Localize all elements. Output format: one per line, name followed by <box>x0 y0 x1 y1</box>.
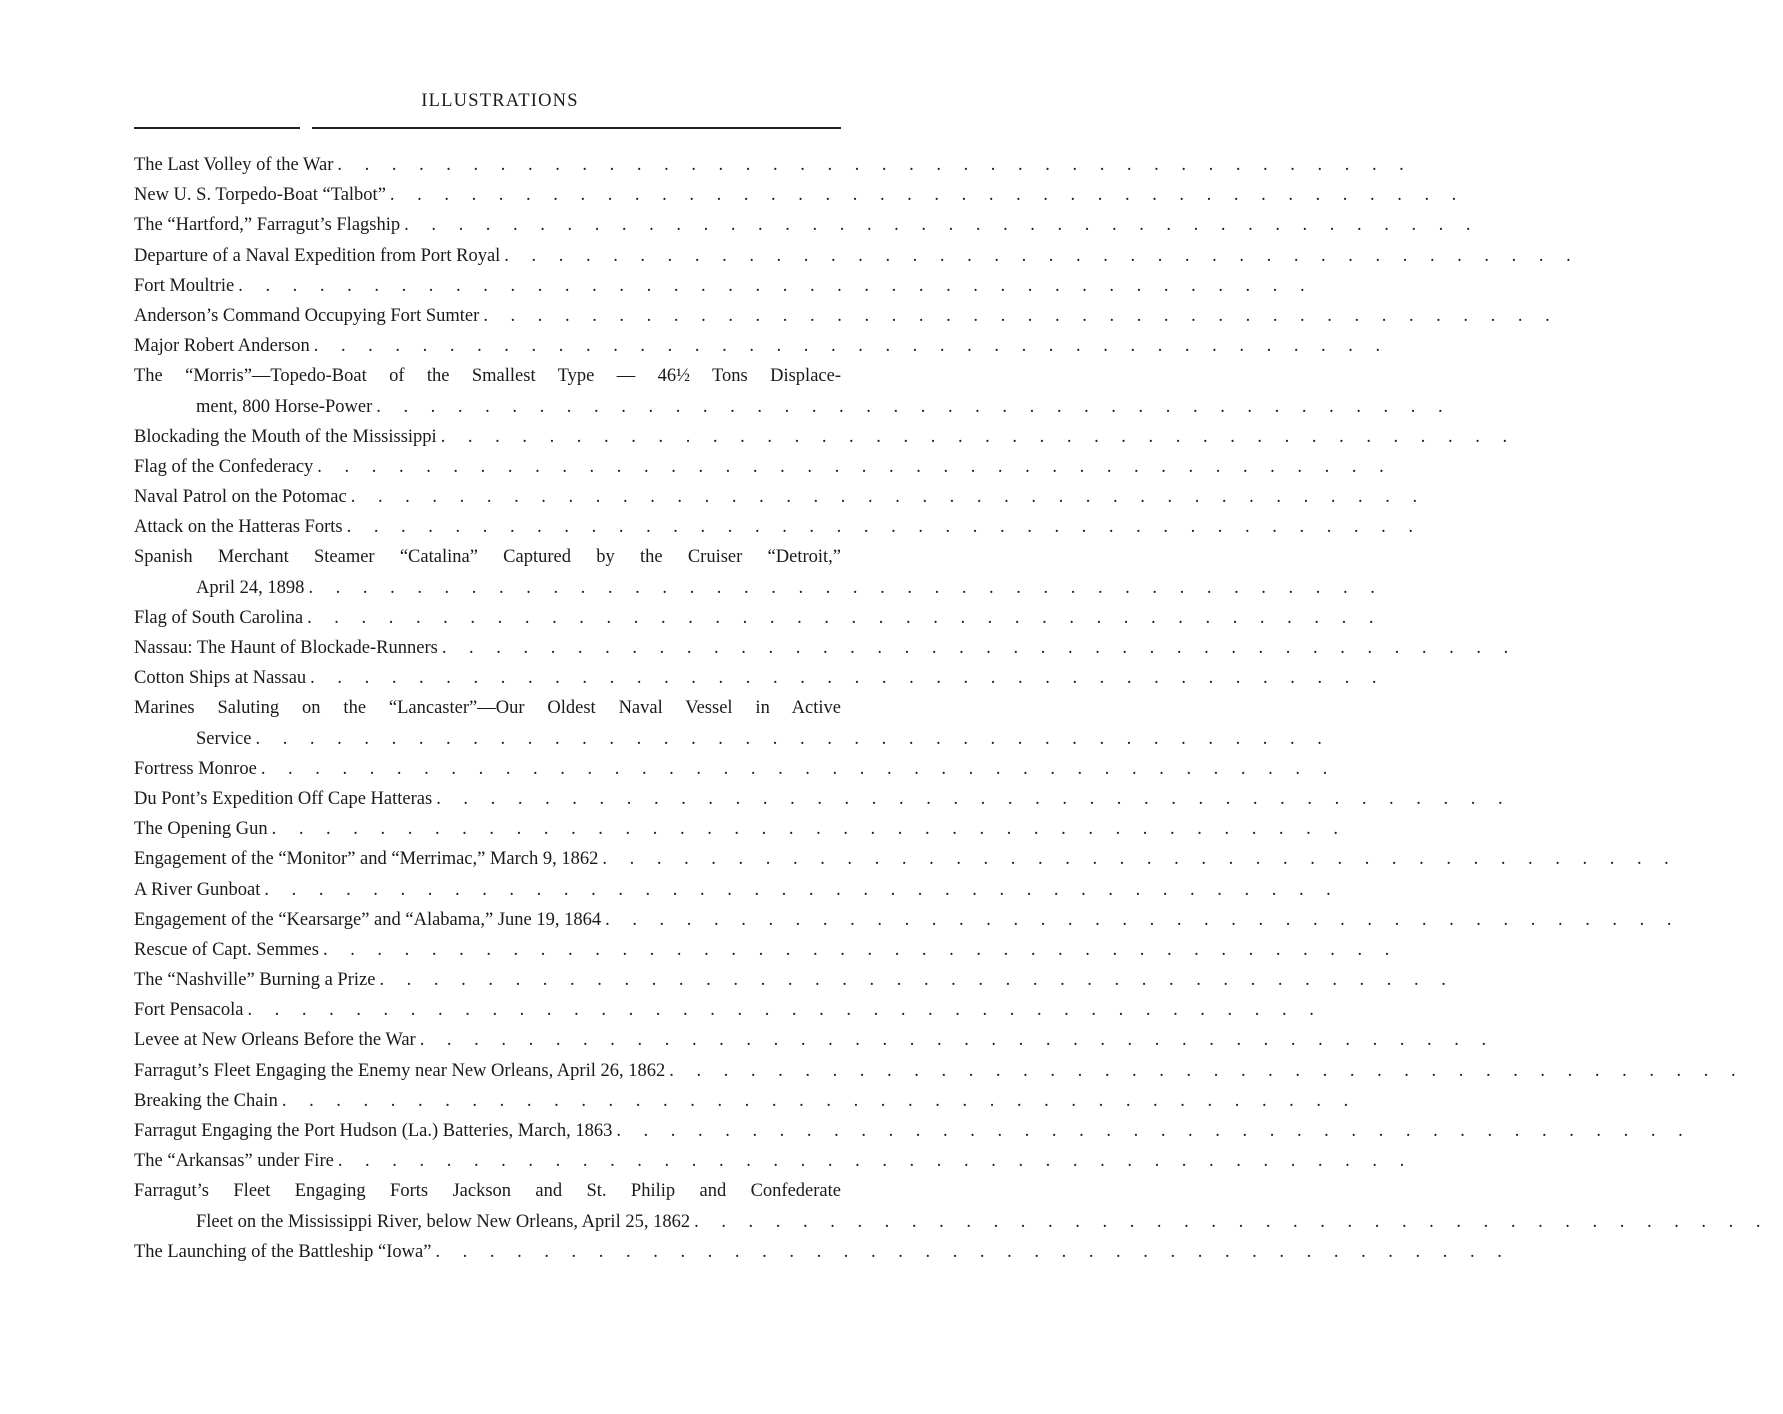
dot-leader: ........................................ <box>337 1151 1427 1172</box>
dot-leader: ........................................ <box>605 909 1695 930</box>
entry-title: Departure of a Naval Expedition from Port Royal <box>134 245 501 266</box>
entry-title: Farragut’s Fleet Engaging the Enemy near New Orleans, April 26, 1862 <box>134 1060 666 1081</box>
dot-leader: ........................................ <box>602 849 1692 870</box>
dot-leader: ........................................ <box>346 517 1436 538</box>
list-item <box>134 633 1531 663</box>
dot-leader: ........................................ <box>322 939 1412 960</box>
page-heading: ILLUSTRATIONS <box>421 91 579 111</box>
list-item <box>134 331 1403 361</box>
entry-continuation: ment, 800 Horse-Power <box>196 396 373 417</box>
entry-continuation-row <box>134 724 1345 754</box>
entry-title: The Launching of the Battleship “Iowa” <box>134 1241 432 1262</box>
entry-continuation: Fleet on the Mississippi River, below New Orleans, April 25, 1862 <box>196 1211 691 1232</box>
dot-leader: ........................................ <box>441 638 1531 659</box>
list-item <box>134 603 1397 633</box>
dot-leader: ........................................ <box>483 305 1573 326</box>
list-item <box>134 361 1466 421</box>
dot-leader: ........................................ <box>694 1211 1783 1232</box>
entry-title: The “Morris”—Topedo-Boat of the Smallest Type — 46½ Tons Displace- <box>134 366 841 387</box>
dot-leader: ........................................ <box>247 1000 1337 1021</box>
dot-leader: ........................................ <box>419 1030 1509 1051</box>
entry-continuation-row <box>134 1207 1783 1237</box>
entry-title: Naval Patrol on the Potomac <box>134 487 347 508</box>
entry-title: Cotton Ships at Nassau <box>134 668 307 689</box>
dot-leader: ........................................ <box>271 819 1361 840</box>
entry-title: The “Nashville” Burning a Prize <box>134 970 376 991</box>
dot-leader: ........................................ <box>281 1090 1371 1111</box>
entry-title: Attack on the Hatteras Forts <box>134 517 343 538</box>
entry-title: New U. S. Torpedo-Boat “Talbot” <box>134 185 386 206</box>
entry-title: Fort Moultrie <box>134 275 235 296</box>
list-item <box>134 693 1345 753</box>
dot-leader: ........................................ <box>264 879 1354 900</box>
list-item <box>134 452 1407 482</box>
list-item <box>134 301 1573 331</box>
list-item <box>134 150 1427 180</box>
list-item <box>134 754 1350 784</box>
entry-title: Major Robert Anderson <box>134 336 310 357</box>
dot-leader: ........................................ <box>616 1121 1706 1142</box>
entry-title: Rescue of Capt. Semmes <box>134 939 319 960</box>
list-item <box>134 784 1526 814</box>
entry-title: Spanish Merchant Steamer “Catalina” Captured by the Cruiser “Detroit,” <box>134 547 841 568</box>
dot-leader: ........................................ <box>350 487 1440 508</box>
dot-leader: ........................................ <box>379 970 1469 991</box>
list-item <box>134 1056 1759 1086</box>
dot-leader: ........................................ <box>255 728 1345 749</box>
entry-title: Fort Pensacola <box>134 1000 244 1021</box>
dot-leader: ........................................ <box>435 1241 1525 1262</box>
illustrations-list <box>134 150 1783 1267</box>
list-item <box>134 1146 1427 1176</box>
dot-leader: ........................................ <box>337 155 1427 175</box>
heading-rule <box>134 127 841 129</box>
dot-leader: ........................................ <box>389 185 1479 206</box>
dot-leader: ........................................ <box>376 396 1466 417</box>
entry-title: Du Pont’s Expedition Off Cape Hatteras <box>134 788 433 809</box>
entry-title: The “Arkansas” under Fire <box>134 1151 334 1172</box>
list-item <box>134 1237 1525 1267</box>
list-item <box>134 210 1494 240</box>
dot-leader: ........................................ <box>238 275 1328 296</box>
entry-title: Blockading the Mouth of the Mississippi <box>134 426 437 447</box>
list-item <box>134 965 1469 995</box>
dot-leader: ........................................ <box>308 577 1398 598</box>
entry-title: Flag of South Carolina <box>134 607 304 628</box>
list-item <box>134 875 1354 905</box>
list-item <box>134 663 1400 693</box>
entry-title: Marines Saluting on the “Lancaster”—Our Oldest Naval Vessel in Active <box>134 698 841 719</box>
entry-continuation: April 24, 1898 <box>196 577 305 598</box>
entry-title: The Last Volley of the War <box>134 155 334 175</box>
dot-leader: ........................................ <box>317 456 1407 477</box>
list-item <box>134 1086 1371 1116</box>
list-item <box>134 241 1594 271</box>
list-item <box>134 482 1440 512</box>
entry-title: Engagement of the “Kearsarge” and “Alabama,” June 19, 1864 <box>134 909 602 930</box>
list-item <box>134 1025 1509 1055</box>
entry-continuation-row <box>134 392 1466 422</box>
dot-leader: ........................................ <box>404 215 1494 236</box>
list-item <box>134 1116 1706 1146</box>
dot-leader: ........................................ <box>313 336 1403 357</box>
list-item <box>134 935 1412 965</box>
dot-leader: ........................................ <box>440 426 1530 447</box>
list-item <box>134 814 1361 844</box>
dot-leader: ........................................ <box>504 245 1594 266</box>
dot-leader: ........................................ <box>260 758 1350 779</box>
entry-continuation-row <box>134 573 1398 603</box>
entry-title: Levee at New Orleans Before the War <box>134 1030 416 1051</box>
list-item <box>134 512 1436 542</box>
dot-leader: ........................................ <box>310 668 1400 689</box>
list-item <box>134 271 1328 301</box>
list-item <box>134 542 1398 602</box>
dot-leader: ........................................ <box>669 1060 1759 1081</box>
entry-continuation: Service <box>196 728 252 749</box>
dot-leader: ........................................ <box>307 607 1397 628</box>
entry-title: The Opening Gun <box>134 819 268 840</box>
entry-title: Nassau: The Haunt of Blockade-Runners <box>134 638 438 659</box>
entry-title: Fortress Monroe <box>134 758 257 779</box>
list-item <box>134 844 1692 874</box>
list-item <box>134 905 1695 935</box>
entry-title: Farragut Engaging the Port Hudson (La.) Batteries, March, 1863 <box>134 1121 613 1142</box>
list-item <box>134 180 1479 210</box>
entry-title: Anderson’s Command Occupying Fort Sumter <box>134 305 480 326</box>
entry-title: Flag of the Confederacy <box>134 456 314 477</box>
list-item <box>134 995 1337 1025</box>
entry-title: Engagement of the “Monitor” and “Merrimac,” March 9, 1862 <box>134 849 599 870</box>
entry-title: The “Hartford,” Farragut’s Flagship <box>134 215 401 236</box>
entry-title: A River Gunboat <box>134 879 261 900</box>
list-item <box>134 1176 1783 1236</box>
entry-title: Breaking the Chain <box>134 1090 278 1111</box>
list-item <box>134 422 1530 452</box>
entry-title: Farragut’s Fleet Engaging Forts Jackson and St. Philip and Confederate <box>134 1181 841 1202</box>
dot-leader: ........................................ <box>436 788 1526 809</box>
